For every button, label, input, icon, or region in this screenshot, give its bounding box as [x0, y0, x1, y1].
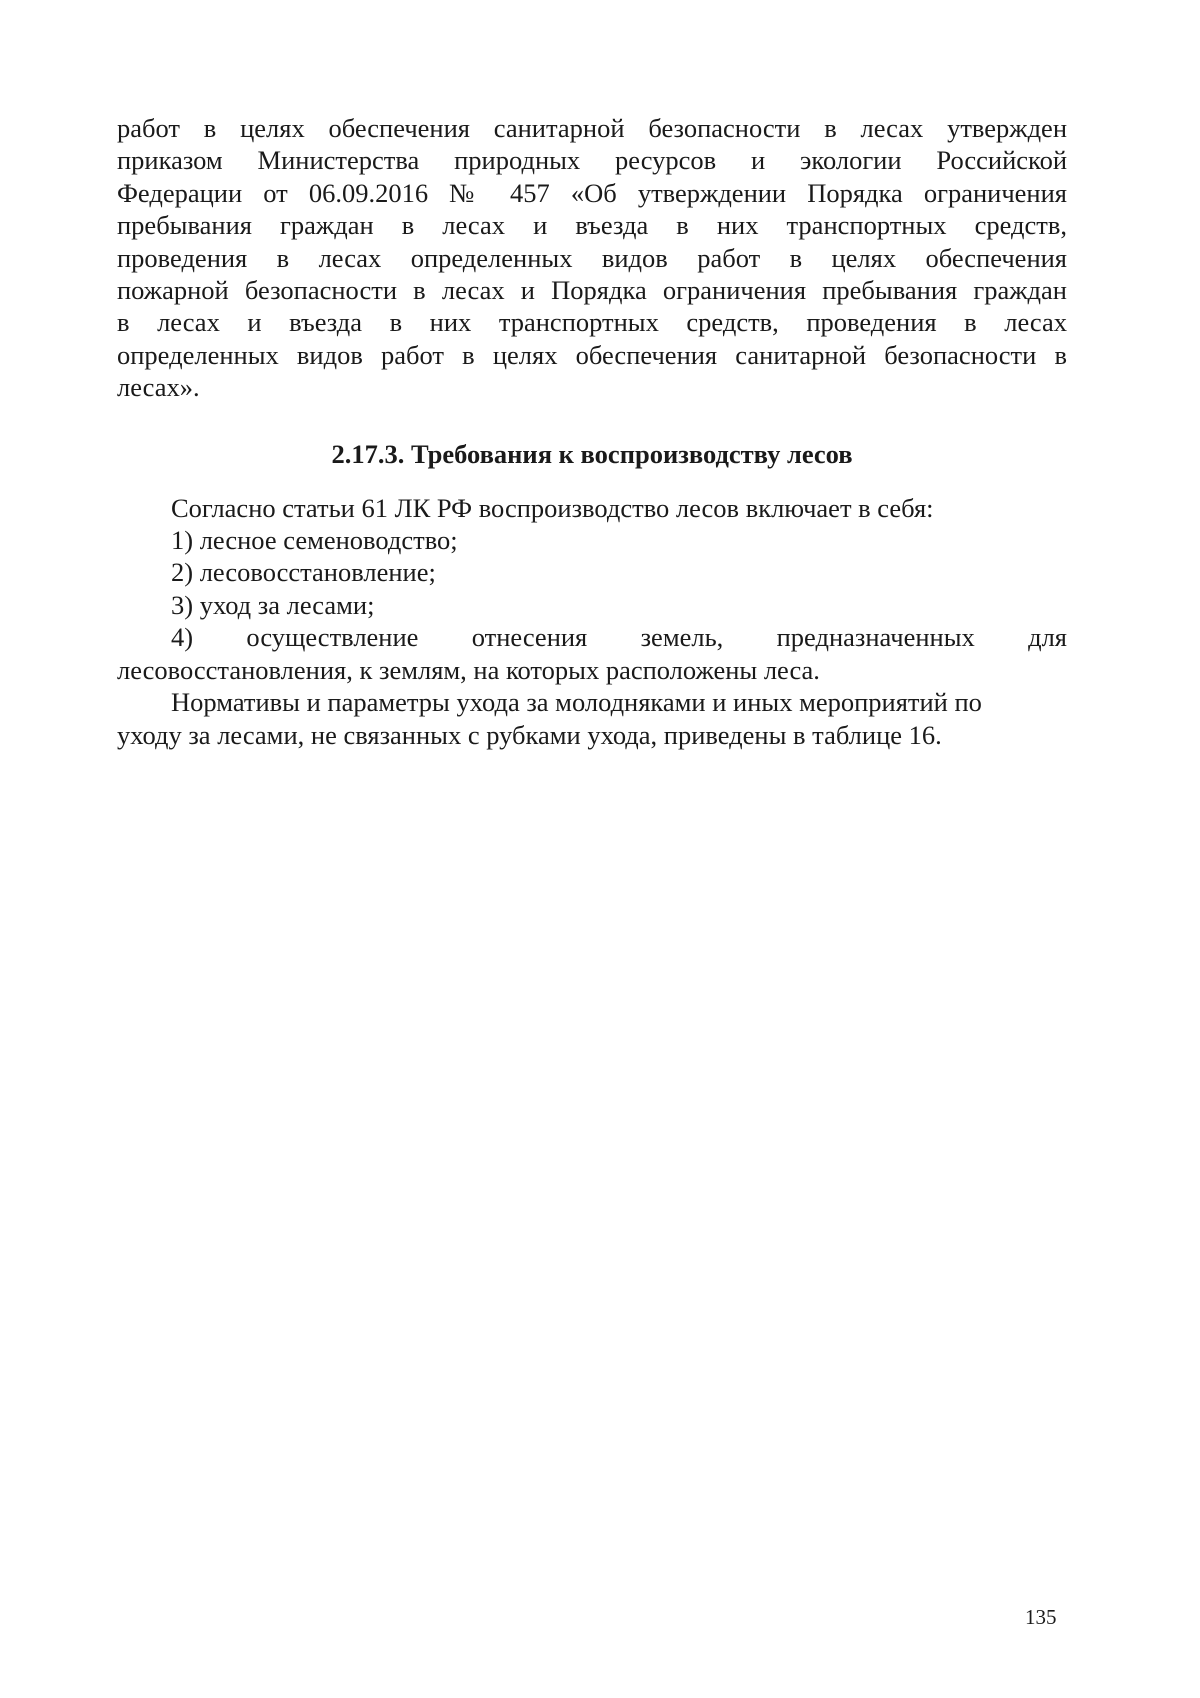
list-item-4-line2: лесовосстановления, к землям, на которых расположены леса. [117, 654, 820, 685]
intro-line: в лесах и въезда в них транспортных средств, проведения в лесах [117, 307, 1067, 338]
section-body [117, 492, 1067, 751]
intro-line: пожарной безопасности в лесах и Порядка ограничения пребывания граждан [117, 275, 1067, 306]
intro-line: Федерации от 06.09.2016 № 457 «Об утверждении Порядка ограничения [117, 177, 1067, 208]
intro-line: приказом Министерства природных ресурсов и экологии Российской [117, 145, 1067, 176]
section-heading: 2.17.3. Требования к воспроизводству лесов [331, 438, 853, 469]
list-item: 2) лесовосстановление; [171, 557, 436, 588]
intro-line: определенных видов работ в целях обеспечения санитарной безопасности в [117, 339, 1067, 370]
intro-line: пребывания граждан в лесах и въезда в них транспортных средств, [117, 210, 1067, 241]
list-item-4-line1: 4) осуществление отнесения земель, предназначенных для [171, 622, 1067, 653]
intro-line: проведения в лесах определенных видов работ в целях обеспечения [117, 242, 1067, 273]
closing-line2: уходу за лесами, не связанных с рубками ухода, приведены в таблице 16. [117, 719, 942, 750]
intro-line: работ в целях обеспечения санитарной безопасности в лесах утвержден [117, 113, 1067, 143]
closing-line1: Нормативы и параметры ухода за молодняками и иных мероприятий по [171, 687, 982, 718]
page-number: 135 [1025, 1605, 1057, 1629]
list-item: 1) лесное семеноводство; [171, 525, 458, 556]
intro-paragraph [117, 112, 1067, 404]
list-item: 3) уход за лесами; [171, 589, 375, 620]
intro-line: лесах». [117, 372, 200, 403]
document-page [117, 112, 1067, 751]
lead-sentence: Согласно статьи 61 ЛК РФ воспроизводство лесов включает в себя: [171, 492, 934, 523]
